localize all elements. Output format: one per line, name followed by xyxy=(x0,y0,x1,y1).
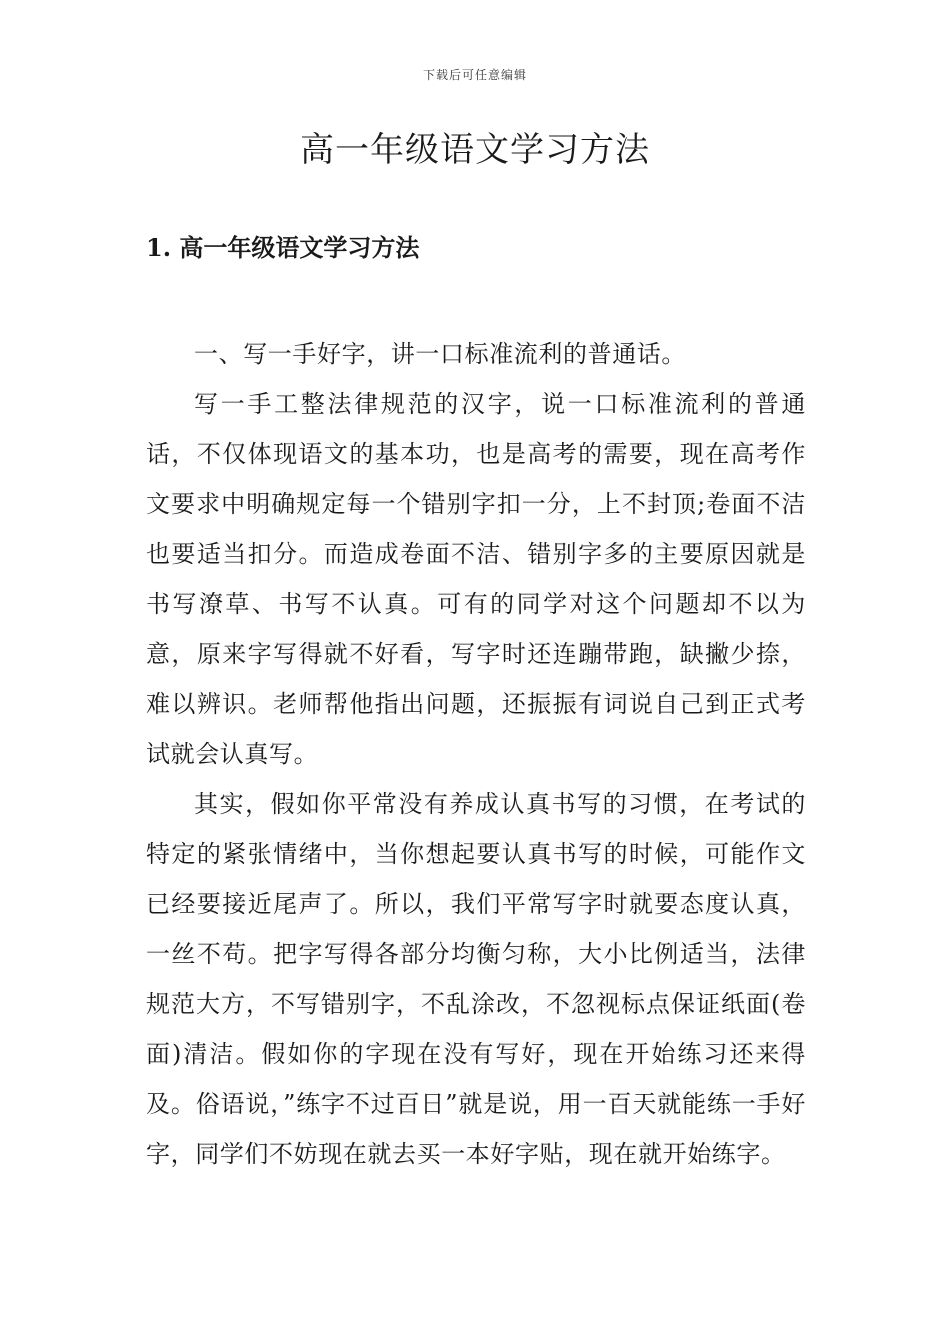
header-note: 下载后可任意编辑 xyxy=(422,68,527,82)
section-heading: 1. 高一年级语文学习方法 xyxy=(146,233,420,262)
paragraph-subheading: 一、写一手好字，讲一口标准流利的普通话。 xyxy=(194,340,686,368)
page-title: 高一年级语文学习方法 xyxy=(300,130,650,170)
paragraph: 写一手工整法律规范的汉字，说一口标准流利的普通话，不仅体现语文的基本功，也是高考的需要，现在高考作文要求中明确规定每一个错别字扣一分，上不封顶;卷面不洁也要适当扣分。而造成卷面不洁、错别字多的主要原因就是书写潦草、书写不认真。可有的同学对这个问题却不以为意，原来字写得就不好看，写字时还连蹦带跑，缺撇少捺，难以辨识。老师帮他指出问题，还振振有词说自己到正式考试就会认真写。 xyxy=(146,390,806,768)
document-body xyxy=(146,329,806,1179)
paragraph: 其实，假如你平常没有养成认真书写的习惯，在考试的特定的紧张情绪中，当你想起要认真书写的时候，可能作文已经要接近尾声了。所以，我们平常写字时就要态度认真，一丝不苟。把字写得各部分均衡匀称，大小比例适当，法律规范大方，不写错别字，不乱涂改，不忽视标点保证纸面(卷面)清洁。假如你的字现在没有写好，现在开始练习还来得及。俗语说，”练字不过百日”就是说，用一百天就能练一手好字，同学们不妨现在就去买一本好字贴，现在就开始练字。 xyxy=(146,790,806,1168)
